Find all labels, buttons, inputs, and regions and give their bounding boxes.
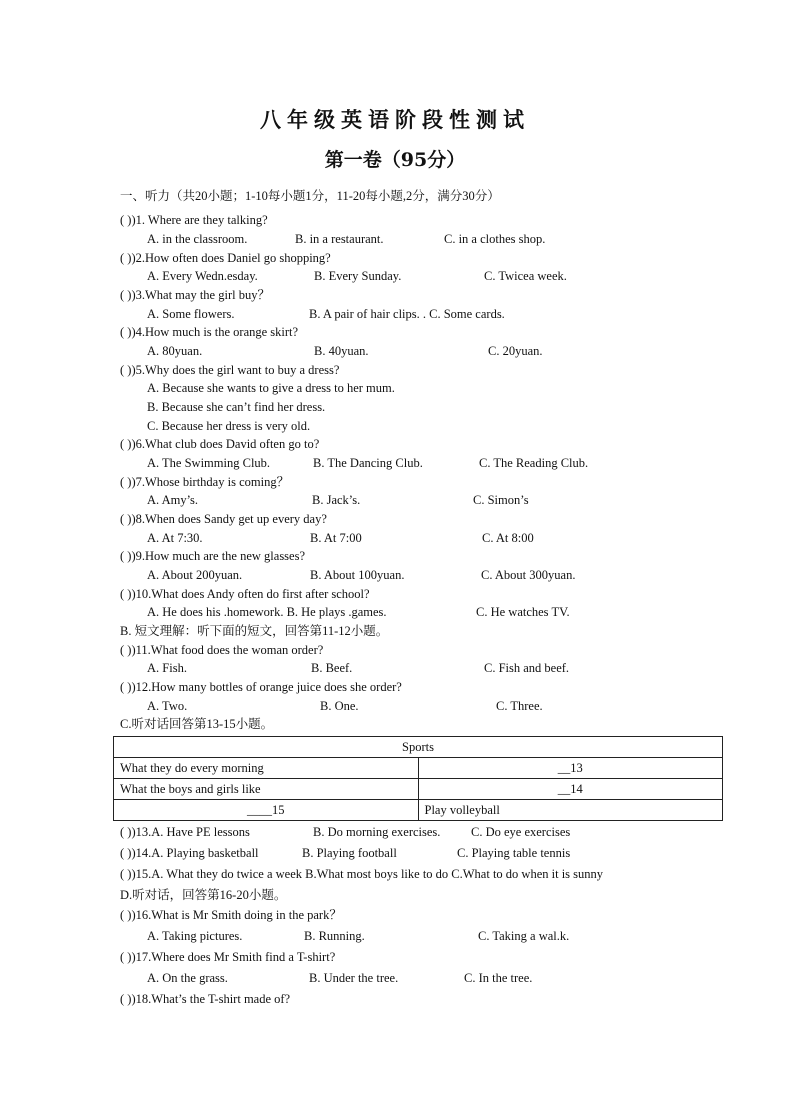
answer-paren: ( ) [120, 587, 132, 601]
question-stem: )16.What is Mr Smith doing in the park？ [131, 908, 342, 922]
answer-paren: ( ) [120, 908, 132, 922]
table-cell: What they do every morning [114, 758, 419, 779]
answer-paren: ( ) [120, 992, 132, 1006]
question-stem: )12.How many bottles of orange juice does she order? [131, 680, 402, 694]
question-stem: )11.What food does the woman order? [131, 643, 324, 657]
option-b: B. Beef. [311, 661, 353, 675]
question-12 [120, 679, 402, 695]
question-stem: )10.What does Andy often do first after school? [131, 587, 370, 601]
question-stem: )2.How often does Daniel go shopping? [131, 251, 331, 265]
question-stem: )17.Where does Mr Smith find a T-shirt? [131, 950, 336, 964]
table-row [114, 800, 723, 821]
question-5 [120, 362, 339, 378]
option-b: B. The Dancing Club. [313, 456, 423, 470]
option-a: A. 80yuan. [147, 344, 203, 358]
question-16 [120, 907, 342, 923]
question-17 [120, 949, 335, 965]
option-a: A. in the classroom. [147, 232, 248, 246]
table-cell: What the boys and girls like [114, 779, 419, 800]
question-stem: )6.What club does David often go to? [131, 437, 320, 451]
table-row [114, 758, 723, 779]
page-title: 八年级英语阶段性测试 [260, 107, 530, 132]
question-7 [120, 474, 289, 490]
option-c: C. Do eye exercises [471, 825, 571, 839]
answer-paren: ( ) [120, 363, 132, 377]
answer-paren: ( ) [120, 825, 132, 839]
option-c: C. Three. [496, 699, 543, 713]
question-stem: )1. Where are they talking? [131, 213, 268, 227]
question-stem: )3.What may the girl buy？ [131, 288, 270, 302]
option-c: C. Because her dress is very old. [147, 419, 311, 433]
option-a: A. About 200yuan. [147, 568, 243, 582]
question-stem: )4.How much is the orange skirt? [131, 325, 299, 339]
option-c: C. In the tree. [464, 971, 533, 985]
answer-paren: ( ) [120, 288, 132, 302]
option-b: B. At 7:00 [310, 531, 362, 545]
option-b: B. Under the tree. [309, 971, 399, 985]
option-c: C. About 300yuan. [481, 568, 576, 582]
option-c: C. Simon’s [473, 493, 529, 507]
answer-paren: ( ) [120, 643, 132, 657]
section-heading-c: C.听对话回答第13-15小题。 [120, 717, 274, 731]
answer-paren: ( ) [120, 867, 132, 881]
question-stem: )18.What’s the T-shirt made of? [131, 992, 291, 1006]
question-15 [120, 866, 603, 882]
question-stem: )14.A. Playing basketball [131, 846, 259, 860]
question-14 [120, 845, 259, 861]
answer-paren: ( ) [120, 325, 132, 339]
question-stem: )7.Whose birthday is coming？ [131, 475, 290, 489]
option-a: A. Two. [147, 699, 188, 713]
answer-paren: ( ) [120, 213, 132, 227]
option-b: B. in a restaurant. [295, 232, 384, 246]
blank-15: ____15 [114, 800, 419, 821]
question-1 [120, 212, 268, 228]
blank-14: __14 [418, 779, 723, 800]
option-c: C. At 8:00 [482, 531, 534, 545]
question-stem: )5.Why does the girl want to buy a dress? [131, 363, 340, 377]
option-b: B. Running. [304, 929, 365, 943]
option-a: A. Taking pictures. [147, 929, 243, 943]
option-c: C. Taking a wal.k. [478, 929, 570, 943]
question-6 [120, 436, 319, 452]
option-b: B. One. [320, 699, 359, 713]
question-13 [120, 824, 250, 840]
option-a: A. Because she wants to give a dress to her mum. [147, 381, 395, 395]
answer-paren: ( ) [120, 437, 132, 451]
section-heading-b: B. 短文理解：听下面的短文，回答第11-12小题。 [120, 624, 389, 638]
option-a: A. Amy’s. [147, 493, 199, 507]
question-stem: )8.When does Sandy get up every day? [131, 512, 327, 526]
question-2 [120, 250, 331, 266]
page-subtitle: 第一卷（95分） [324, 149, 466, 171]
option-b: B. Because she can’t find her dress. [147, 400, 326, 414]
section-heading-listening: 一、听力（共20小题；1-10每小题1分，11-20每小题,2分，满分30分） [120, 189, 500, 203]
option-b: B. Do morning exercises. [313, 825, 441, 839]
answer-paren: ( ) [120, 512, 132, 526]
answer-paren: ( ) [120, 846, 132, 860]
option-a: A. On the grass. [147, 971, 228, 985]
option-c: C. 20yuan. [488, 344, 543, 358]
option-c: C. Playing table tennis [457, 846, 571, 860]
sports-table [113, 736, 723, 821]
question-stem: )15.A. What they do twice a week B.What most boys like to do C.What to do when it is sunny [131, 867, 604, 881]
option-a-b: A. He does his .homework. B. He plays .games. [147, 605, 387, 619]
option-c: C. in a clothes shop. [444, 232, 546, 246]
question-8 [120, 511, 327, 527]
question-stem: )13.A. Have PE lessons [131, 825, 250, 839]
answer-paren: ( ) [120, 549, 132, 563]
question-9 [120, 548, 305, 564]
table-cell: Play volleyball [418, 800, 723, 821]
answer-paren: ( ) [120, 475, 132, 489]
option-c: C. He watches TV. [476, 605, 570, 619]
option-c: C. The Reading Club. [479, 456, 589, 470]
option-b: B. About 100yuan. [310, 568, 405, 582]
section-heading-d: D.听对话，回答第16-20小题。 [120, 888, 287, 902]
option-b: B. Every Sunday. [314, 269, 402, 283]
question-3 [120, 287, 270, 303]
option-a: A. Some flowers. [147, 307, 235, 321]
answer-paren: ( ) [120, 950, 132, 964]
question-4 [120, 324, 298, 340]
question-11 [120, 642, 323, 658]
option-b: B. Jack’s. [312, 493, 361, 507]
option-a: A. Fish. [147, 661, 187, 675]
option-b: B. A pair of hair clips. . C. Some cards. [309, 307, 505, 321]
option-b: B. 40yuan. [314, 344, 369, 358]
question-stem: )9.How much are the new glasses? [131, 549, 306, 563]
question-18 [120, 991, 290, 1007]
answer-paren: ( ) [120, 251, 132, 265]
option-a: A. At 7:30. [147, 531, 203, 545]
option-b: B. Playing football [302, 846, 397, 860]
option-a: A. The Swimming Club. [147, 456, 271, 470]
option-c: C. Fish and beef. [484, 661, 570, 675]
option-a: A. Every Wedn.esday. [147, 269, 258, 283]
answer-paren: ( ) [120, 680, 132, 694]
option-c: C. Twicea week. [484, 269, 567, 283]
table-header: Sports [114, 737, 723, 758]
table-row [114, 779, 723, 800]
blank-13: __13 [418, 758, 723, 779]
question-10 [120, 586, 370, 602]
